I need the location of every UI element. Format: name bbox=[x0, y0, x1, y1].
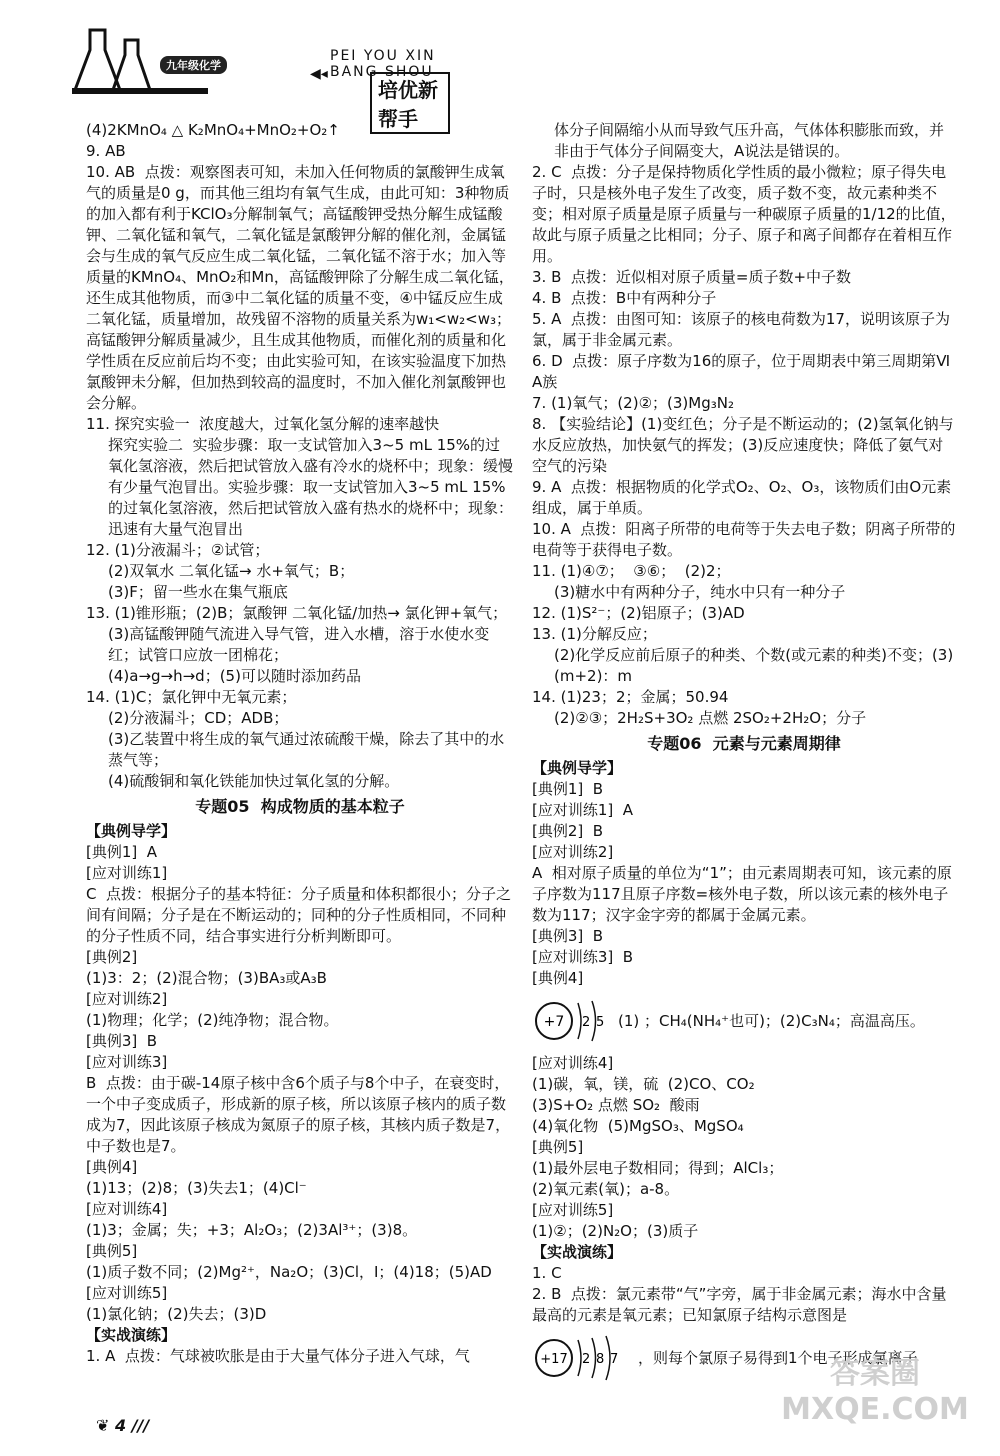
watermark bbox=[780, 1356, 970, 1436]
answer-line: 10. A 点拨：阳离子所带的电荷等于失去电子数；阴离子所带的电荷等于获得电子数。 bbox=[532, 520, 956, 559]
atom-nucleus-label: +7 bbox=[543, 1014, 565, 1030]
answer-line: [应对训练4] bbox=[532, 1054, 614, 1072]
leaf-icon: ❦ bbox=[96, 1416, 110, 1435]
answer-line: (4)a→g→h→d；(5)可以随时添加药品 bbox=[108, 667, 361, 685]
answer-line: (2)分液漏斗；CD；ADB； bbox=[108, 709, 289, 727]
answer-line: B 点拨：由于碳-14原子核中含6个质子与8个中子，在衰变时，一个中子变成质子，形成新的原子核，所以该原子核内的质子数成为7，因此该原子核成为氮原子的原子核，其核内质子数是7，中子数也是7。 bbox=[86, 1074, 511, 1155]
nitrogen-atom-diagram bbox=[532, 991, 956, 1051]
answer-line: 13. (1)锥形瓶；(2)B；氯酸钾 二氧化锰/加热→ 氯化钾+氧气； bbox=[86, 604, 508, 622]
page-footer bbox=[96, 1416, 149, 1435]
answer-line: 3. B 点拨：近似相对原子质量=质子数+中子数 bbox=[532, 268, 852, 286]
section-tag: 【典例导学】 bbox=[532, 759, 623, 777]
answer-line: 11. 探究实验一 浓度越大，过氧化氢分解的速率越快 bbox=[86, 415, 440, 433]
answer-line: [应对训练5] bbox=[532, 1201, 614, 1219]
page-number: 4 bbox=[114, 1416, 127, 1435]
answer-line: (3)高锰酸钾随气流进入导气管，进入水槽，溶于水使水变红；试管口应放一团棉花； bbox=[108, 625, 490, 664]
answer-line: 10. AB 点拨：观察图表可知，未加入任何物质的氯酸钾生成氧气的质量是0 g，而其他三组均有氧气生成，由此可知：3种物质的加入都有利于KClO₃分解制氧气；高锰酸钾受热分解生成锰酸钾、二氧化锰和氧气，二氧化锰是氯酸钾分解的催化剂，金属锰会与生成的氧气反应生成二氧化锰，二氧化锰不溶于水；加入等质量的KMnO₄、MnO₂和Mn，高锰酸钾除了分解生成二氧化锰，还生成其他物质，而③中二氧化锰的质量不变，④中锰反应生成二氧化锰，质量增加，故残留不溶物的质量关系为w₁<w₂<w₃；高锰酸钾分解质量减少，且生成其他物质，而催化剂的质量和化学性质在反应前后均不变；由此实验可知，在该实验温度下加热氯酸钾未分解，但加热到较高的温度时，不加入催化剂氯酸钾也会分解。 bbox=[86, 163, 514, 412]
answer-line: (1)碳，氧，镁，硫 (2)CO、CO₂ bbox=[532, 1075, 755, 1093]
section-tag: 【典例导学】 bbox=[86, 822, 177, 840]
answer-line: 8. 【实验结论】(1)变红色；分子是不断运动的；(2)氢氧化钠与水反应放热，加快氨气的挥发；(3)反应速度快；降低了氨气对空气的污染 bbox=[532, 415, 954, 475]
answer-line: A 相对原子质量的单位为“1”；由元素周期表可知，该元素的原子序数为117且原子序数=核外电子数，所以该元素的核外电子数为117；汉字金字旁的都属于金属元素。 bbox=[532, 864, 952, 924]
answer-line: (1)3：2；(2)混合物；(3)BA₃或A₃B bbox=[86, 969, 327, 987]
answer-line: 14. (1)C；氯化钾中无氧元素； bbox=[86, 688, 297, 706]
answer-line: 13. (1)分解反应； bbox=[532, 625, 657, 643]
answer-line: [典例3] B bbox=[532, 927, 604, 945]
brand-pinyin: PEI YOU XIN BANG SHOU bbox=[330, 48, 436, 80]
answer-line: C 点拨：根据分子的基本特征：分子质量和体积都很小；分子之间有间隔；分子是在不断运动的；同种的分子性质相同，不同种的分子性质不同，结合事实进行分析判断即可。 bbox=[86, 885, 512, 945]
answer-line: [应对训练4] bbox=[86, 1200, 168, 1218]
answer-line: (1)13；(2)8；(3)失去1；(4)Cl⁻ bbox=[86, 1179, 307, 1197]
answer-line: 体分子间隔缩小从而导致气压升高，气体体积膨胀而致，并非由于气体分子间隔变大，A说法是错误的。 bbox=[554, 121, 945, 160]
watermark-title: 答案圈 bbox=[830, 1356, 920, 1391]
atom-shell-label: 8 bbox=[596, 1352, 605, 1367]
atom-nucleus-label: +17 bbox=[540, 1352, 568, 1367]
atom-structure-icon bbox=[532, 993, 612, 1049]
answer-line: (3)糖水中有两种分子，纯水中只有一种分子 bbox=[554, 583, 846, 601]
answer-line: (2)化学反应前后原子的种类、个数(或元素的种类)不变；(3)(m+2)：m bbox=[554, 646, 954, 685]
answer-line: (2)双氧水 二氧化锰→ 水+氧气；B； bbox=[108, 562, 355, 580]
answer-line: [典例1] B bbox=[532, 780, 604, 798]
answer-line: ，则每个氯原子易得到1个电子形成氯离子 bbox=[638, 1348, 918, 1367]
right-column bbox=[532, 120, 956, 1390]
slash-decoration: /// bbox=[131, 1416, 150, 1435]
answer-line: [应对训练3] B bbox=[532, 948, 634, 966]
answer-line: 14. (1)23；2；金属；50.94 bbox=[532, 688, 729, 706]
answer-line: [典例5] bbox=[532, 1138, 584, 1156]
answer-line: (2)②③；2H₂S+3O₂ 点燃 2SO₂+2H₂O；分子 bbox=[554, 709, 867, 727]
answer-line: (1) ；CH₄(NH₄⁺也可)；(2)C₃N₄；高温高压。 bbox=[618, 1011, 925, 1030]
answer-line: [典例2] B bbox=[532, 822, 604, 840]
answer-line: [典例4] bbox=[532, 969, 584, 987]
atom-shell-label: 7 bbox=[610, 1352, 619, 1367]
section-tag: 【实战演练】 bbox=[532, 1243, 623, 1261]
arrow-icon: ◀◂ bbox=[310, 66, 328, 82]
section-heading: 专题05 构成物质的基本粒子 bbox=[195, 797, 405, 816]
answer-line: (1)最外层电子数相同；得到；AlCl₃； bbox=[532, 1159, 784, 1177]
answer-line: (3)S+O₂ 点燃 SO₂ 酸雨 bbox=[532, 1096, 700, 1114]
answer-line: [应对训练1] A bbox=[532, 801, 634, 819]
left-column bbox=[86, 120, 514, 1367]
answer-line: [应对训练1] bbox=[86, 864, 168, 882]
answer-line: (2)氧元素(氧)；a-8。 bbox=[532, 1180, 680, 1198]
answer-line: (1)氯化钠；(2)失去；(3)D bbox=[86, 1305, 267, 1323]
answer-line: (1)质子数不同；(2)Mg²⁺，Na₂O；(3)Cl，I；(4)18；(5)AD bbox=[86, 1263, 492, 1281]
answer-line: [应对训练3] bbox=[86, 1053, 168, 1071]
answer-line: (4)氧化物 (5)MgSO₃、MgSO₄ bbox=[532, 1117, 744, 1135]
series-name: 九年级化学 bbox=[160, 56, 227, 74]
atom-shell-label: 5 bbox=[596, 1015, 605, 1030]
answer-line: 4. B 点拨：B中有两种分子 bbox=[532, 289, 717, 307]
answer-line: 1. A 点拨：气球被吹胀是由于大量气体分子进入气球，气 bbox=[86, 1347, 470, 1365]
answer-line: 12. (1)分液漏斗；②试管； bbox=[86, 541, 270, 559]
section-heading: 专题06 元素与元素周期律 bbox=[647, 734, 841, 753]
answer-line: (3)F；留一些水在集气瓶底 bbox=[108, 583, 288, 601]
answer-line: 1. C bbox=[532, 1264, 562, 1282]
watermark-url: MXQE.COM bbox=[781, 1392, 969, 1427]
answer-line: 探究实验二 实验步骤：取一支试管加入3~5 mL 15%的过氧化氢溶液，然后把试管放入盛有冷水的烧杯中；现象：缓慢有少量气泡冒出。实验步骤：取一支试管加入3~5 mL 15%的过氧化氢溶液，然后把试管放入盛有热水的烧杯中；现象：迅速有大量气泡冒出 bbox=[108, 436, 514, 538]
answer-line: 5. A 点拨：由图可知：该原子的核电荷数为17，说明该原子为氯，属于非金属元素。 bbox=[532, 310, 950, 349]
answer-line: [应对训练2] bbox=[532, 843, 614, 861]
answer-line: (1)物理；化学；(2)纯净物；混合物。 bbox=[86, 1011, 339, 1029]
answer-line: [典例1] A bbox=[86, 843, 158, 861]
answer-line: [应对训练2] bbox=[86, 990, 168, 1008]
answer-line: 9. A 点拨：根据物质的化学式O₂、O₂、O₃，该物质们由O元素组成，属于单质。 bbox=[532, 478, 952, 517]
answer-line: 11. (1)④⑦； ③⑥； (2)2； bbox=[532, 562, 731, 580]
answer-line: (1)3；金属；失；+3；Al₂O₃；(2)3Al³⁺；(3)8。 bbox=[86, 1221, 418, 1239]
answer-line: [典例4] bbox=[86, 1158, 138, 1176]
atom-structure-icon bbox=[532, 1330, 632, 1386]
answer-line: 2. C 点拨：分子是保持物质化学性质的最小微粒；原子得失电子时，只是核外电子发生了改变，质子数不变，故元素种类不变；相对原子质量是原子质量与一种碳原子质量的1/12的比值，故此与原子质量之比相同；分子、原子和离子间都存在着相互作用。 bbox=[532, 163, 956, 265]
answer-line: 7. (1)氧气；(2)②；(3)Mg₃N₂ bbox=[532, 394, 734, 412]
answer-line: [应对训练5] bbox=[86, 1284, 168, 1302]
atom-shell-label: 2 bbox=[582, 1352, 591, 1367]
answer-line: (4)2KMnO₄ △ K₂MnO₄+MnO₂+O₂↑ bbox=[86, 121, 340, 139]
brand-title: 培优新帮手 bbox=[370, 72, 450, 134]
answer-line: (1)②；(2)N₂O；(3)质子 bbox=[532, 1222, 699, 1240]
answer-line: [典例5] bbox=[86, 1242, 138, 1260]
answer-line: [典例3] B bbox=[86, 1032, 158, 1050]
section-tag: 【实战演练】 bbox=[86, 1326, 177, 1344]
answer-line: [典例2] bbox=[86, 948, 138, 966]
answer-line: (3)乙装置中将生成的氧气通过浓硫酸干燥，除去了其中的水蒸气等； bbox=[108, 730, 505, 769]
answer-line: 6. D 点拨：原子序数为16的原子，位于周期表中第三周期第ⅥA族 bbox=[532, 352, 951, 391]
answer-line: 2. B 点拨：氯元素带“气”字旁，属于非金属元素；海水中含量最高的元素是氧元素；已知氯原子结构示意图是 bbox=[532, 1285, 947, 1324]
atom-shell-label: 2 bbox=[582, 1015, 591, 1030]
answer-line: 12. (1)S²⁻；(2)铝原子；(3)AD bbox=[532, 604, 745, 622]
answer-line: 9. AB bbox=[86, 142, 126, 160]
answer-line: (4)硫酸铜和氧化铁能加快过氧化氢的分解。 bbox=[108, 772, 400, 790]
